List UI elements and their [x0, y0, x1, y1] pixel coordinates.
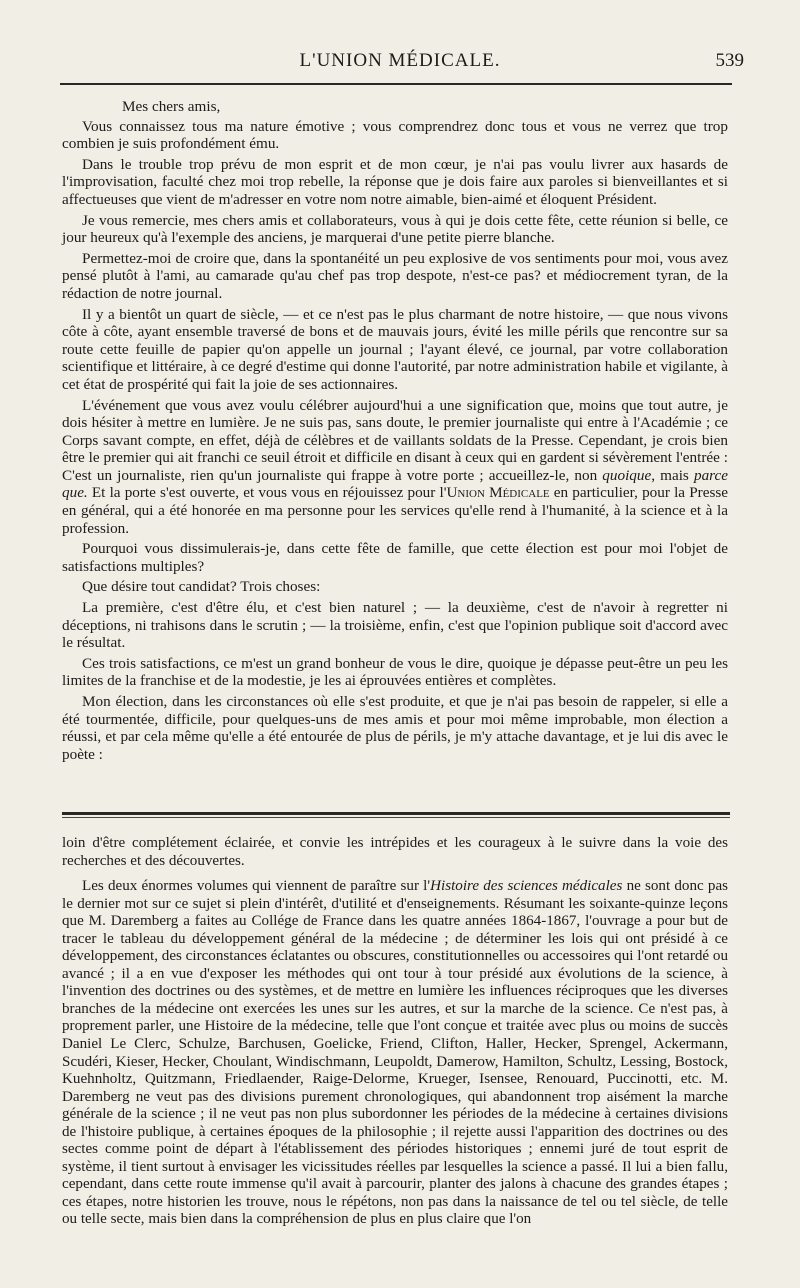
italic-parce-que: parce que.: [62, 466, 728, 502]
text-run: L'événement que vous avez voulu célébrer aujourd'hui a une signification que, moins que tout autre, je dois hésiter à mettre en lumière. Je ne suis pas, sans doute, le premier journaliste qui entre à l'Académie ; ce Corps savant compte, en effet, déjà de célèbres et de vaillants soldats de la Presse. Cependant, je crois bien être le premier qui ait franchi ce seuil étroit et difficile en disant à ceux qui en gardent si sévèrement l'entrée : C'est un journaliste, rien qu'un journaliste qui frappe à votre porte ; accueillez-le, non: [62, 396, 728, 484]
paragraph: Permettez-moi de croire que, dans la spontanéité un peu explosive de vos sentiments pour moi, vous avez pensé plutôt à l'ami, au camarade qu'au chef pas trop despote, n'est-ce pas? et médiocrement tyran, de la rédaction de notre journal.: [62, 249, 728, 302]
paragraph: Je vous remercie, mes chers amis et collaborateurs, vous à qui je dois cette fête, cette réunion si belle, ce jour heureux qu'à l'exemple des anciens, je marquerai d'une petite pierre blanche.: [62, 211, 728, 247]
paragraph: Vous connaissez tous ma nature émotive ; vous comprendrez donc tous et vous ne verrez que trop combien je suis profondément ému.: [62, 117, 728, 153]
running-title: L'UNION MÉDICALE.: [299, 50, 501, 71]
paragraph: Que désire tout candidat? Trois choses:: [82, 578, 321, 596]
paragraph: Il y a bientôt un quart de siècle, — et ce n'est pas le plus charmant de notre histoire, — que nous vivons côte à côte, ayant ensemble traversé de bons et de mauvais jours, évité les mille périls que rencontre sur sa route cette feuille de papier qu'on appelle un journal ; l'ayant élevé, ce journal, par votre collaboration scientifique et littéraire, à ce degré d'estime qui donne l'autorité, par notre administration habile et vigilante, à cet état de prospérité qui fait la joie de ses actionnaires.: [62, 305, 728, 393]
book-title: Histoire des sciences médicales: [430, 878, 623, 895]
review-section: [62, 835, 728, 1232]
paragraph: loin d'être complétement éclairée, et convie les intrépides et les courageux à le suivre dans la voie des recherches et des découvertes.: [62, 835, 728, 869]
paragraph: Ces trois satisfactions, ce m'est un grand bonheur de vous le dire, quoique je dépasse peut-être un peu les limites de la franchise et de la modestie, je les ai éprouvées entières et complètes.: [62, 654, 728, 690]
journal-name: Union Médicale: [446, 484, 550, 502]
paragraph: Mon élection, dans les circonstances où elle s'est produite, et que je n'ai pas besoin de rappeler, si elle a été tourmentée, difficile, pour quelques-uns de mes amis et pour moi même improbable, mon élection a réussi, et par cela même qu'elle a été entourée de plus de périls, je m'y attache davantage, et je lui dis avec le poète :: [62, 693, 728, 763]
section-divider: [62, 812, 730, 815]
paragraph: [62, 878, 728, 1229]
text-run: , mais: [651, 466, 694, 484]
text-run: Les deux énormes volumes qui viennent de paraître sur l': [82, 878, 431, 895]
salutation: Mes chers amis,: [122, 98, 221, 115]
italic-quoique: quoique: [602, 466, 652, 484]
paragraph: [62, 397, 728, 538]
header-rule: [60, 83, 732, 85]
page-number: 539: [715, 50, 744, 71]
letter-section: [62, 98, 728, 766]
text-run: ne sont donc pas le dernier mot sur ce sujet si plein d'intérêt, d'utilité et d'enseignements. Résumant les soixante-quinze leçons que M. Daremberg a faites au Collége de France dans les quatre années 1864-1867, l'ouvrage a pour but de tracer le tableau du développement général de la médecine ; de déterminer les lois qui ont présidé à ce développement, des circonstances éclatantes ou obscures, constitutionnelles ou accessoires qui l'ont retardé ou avancé ; il a en vue d'exposer les méthodes qui ont tour à tour présidé aux évolutions de la science, à l'invention des doctrines ou des systèmes, et de mettre en lumière les influences réciproques que les diverses branches de la médecine ont exercées les unes sur les autres, et sur la marche de la science. Ce n'est pas, à proprement parler, une Histoire de la médecine, telle que l'ont conçue et traitée avec plus ou moins de succès Daniel Le Clerc, Schulze, Barchusen, Goelicke, Friend, Clifton, Haller, Hecker, Sprengel, Ackermann, Scudéri, Kieser, Hecker, Choulant, Windischmann, Leupoldt, Damerow, Hamilton, Schultz, Lessing, Bostock, Kuehnholtz, Quitzmann, Friedlaender, Raige-Delorme, Krueger, Isensee, Renouard, Puccinotti, etc. M. Daremberg ne veut pas des divisions purement chronologiques, qui abandonnent trop aisément la marche générale de la science ; il ne veut pas non plus subordonner les périodes de la médecine à certaines divisions de l'histoire publique, à certaines époques de la philosophie ; il rejette aussi l'apparition des doctrines ou des sectes comme point de départ à l'établissement des périodes historiques ; ennemi juré de tout esprit de système, il tient surtout à envisager les vicissitudes réelles par lesquelles la science a passé. Il lui a bien fallu, cependant, dans cette route immense qu'il avait à parcourir, planter des jalons à chacune des grandes étapes ; ces étapes, notre historien les trouve, nous le répétons, non pas dans la naissance de tel ou tel siècle, de telle ou telle secte, mais bien dans la compréhension de plus en plus claire que l'on: [62, 878, 729, 1228]
text-run: Et la porte s'est ouverte, et vous vous en réjouissez pour l': [87, 484, 447, 502]
paragraph: Dans le trouble trop prévu de mon esprit et de mon cœur, je n'ai pas voulu livrer aux hasards de l'improvisation, faculté chez moi trop rebelle, la réponse que je dois faire aux paroles si bienveillantes et si affectueuses que vient de m'adresser en votre nom notre aimable, bien-aimé et éloquent Président.: [62, 155, 728, 208]
paragraph: La première, c'est d'être élu, et c'est bien naturel ; — la deuxième, c'est de n'avoir à regretter ni déceptions, ni trahisons dans le scrutin ; — la troisième, enfin, c'est que l'opinion publique soit d'accord avec le résultat.: [62, 599, 728, 652]
section-divider-thin: [62, 817, 730, 818]
paragraph: Pourquoi vous dissimulerais-je, dans cette fête de famille, que cette élection est pour moi l'objet de satisfactions multiples?: [62, 540, 728, 575]
text-run: en particulier, pour la Presse en général, qui a été honorée en ma personne pour les services qu'elle rend à l'humanité, à la science et à la profession.: [62, 484, 729, 537]
